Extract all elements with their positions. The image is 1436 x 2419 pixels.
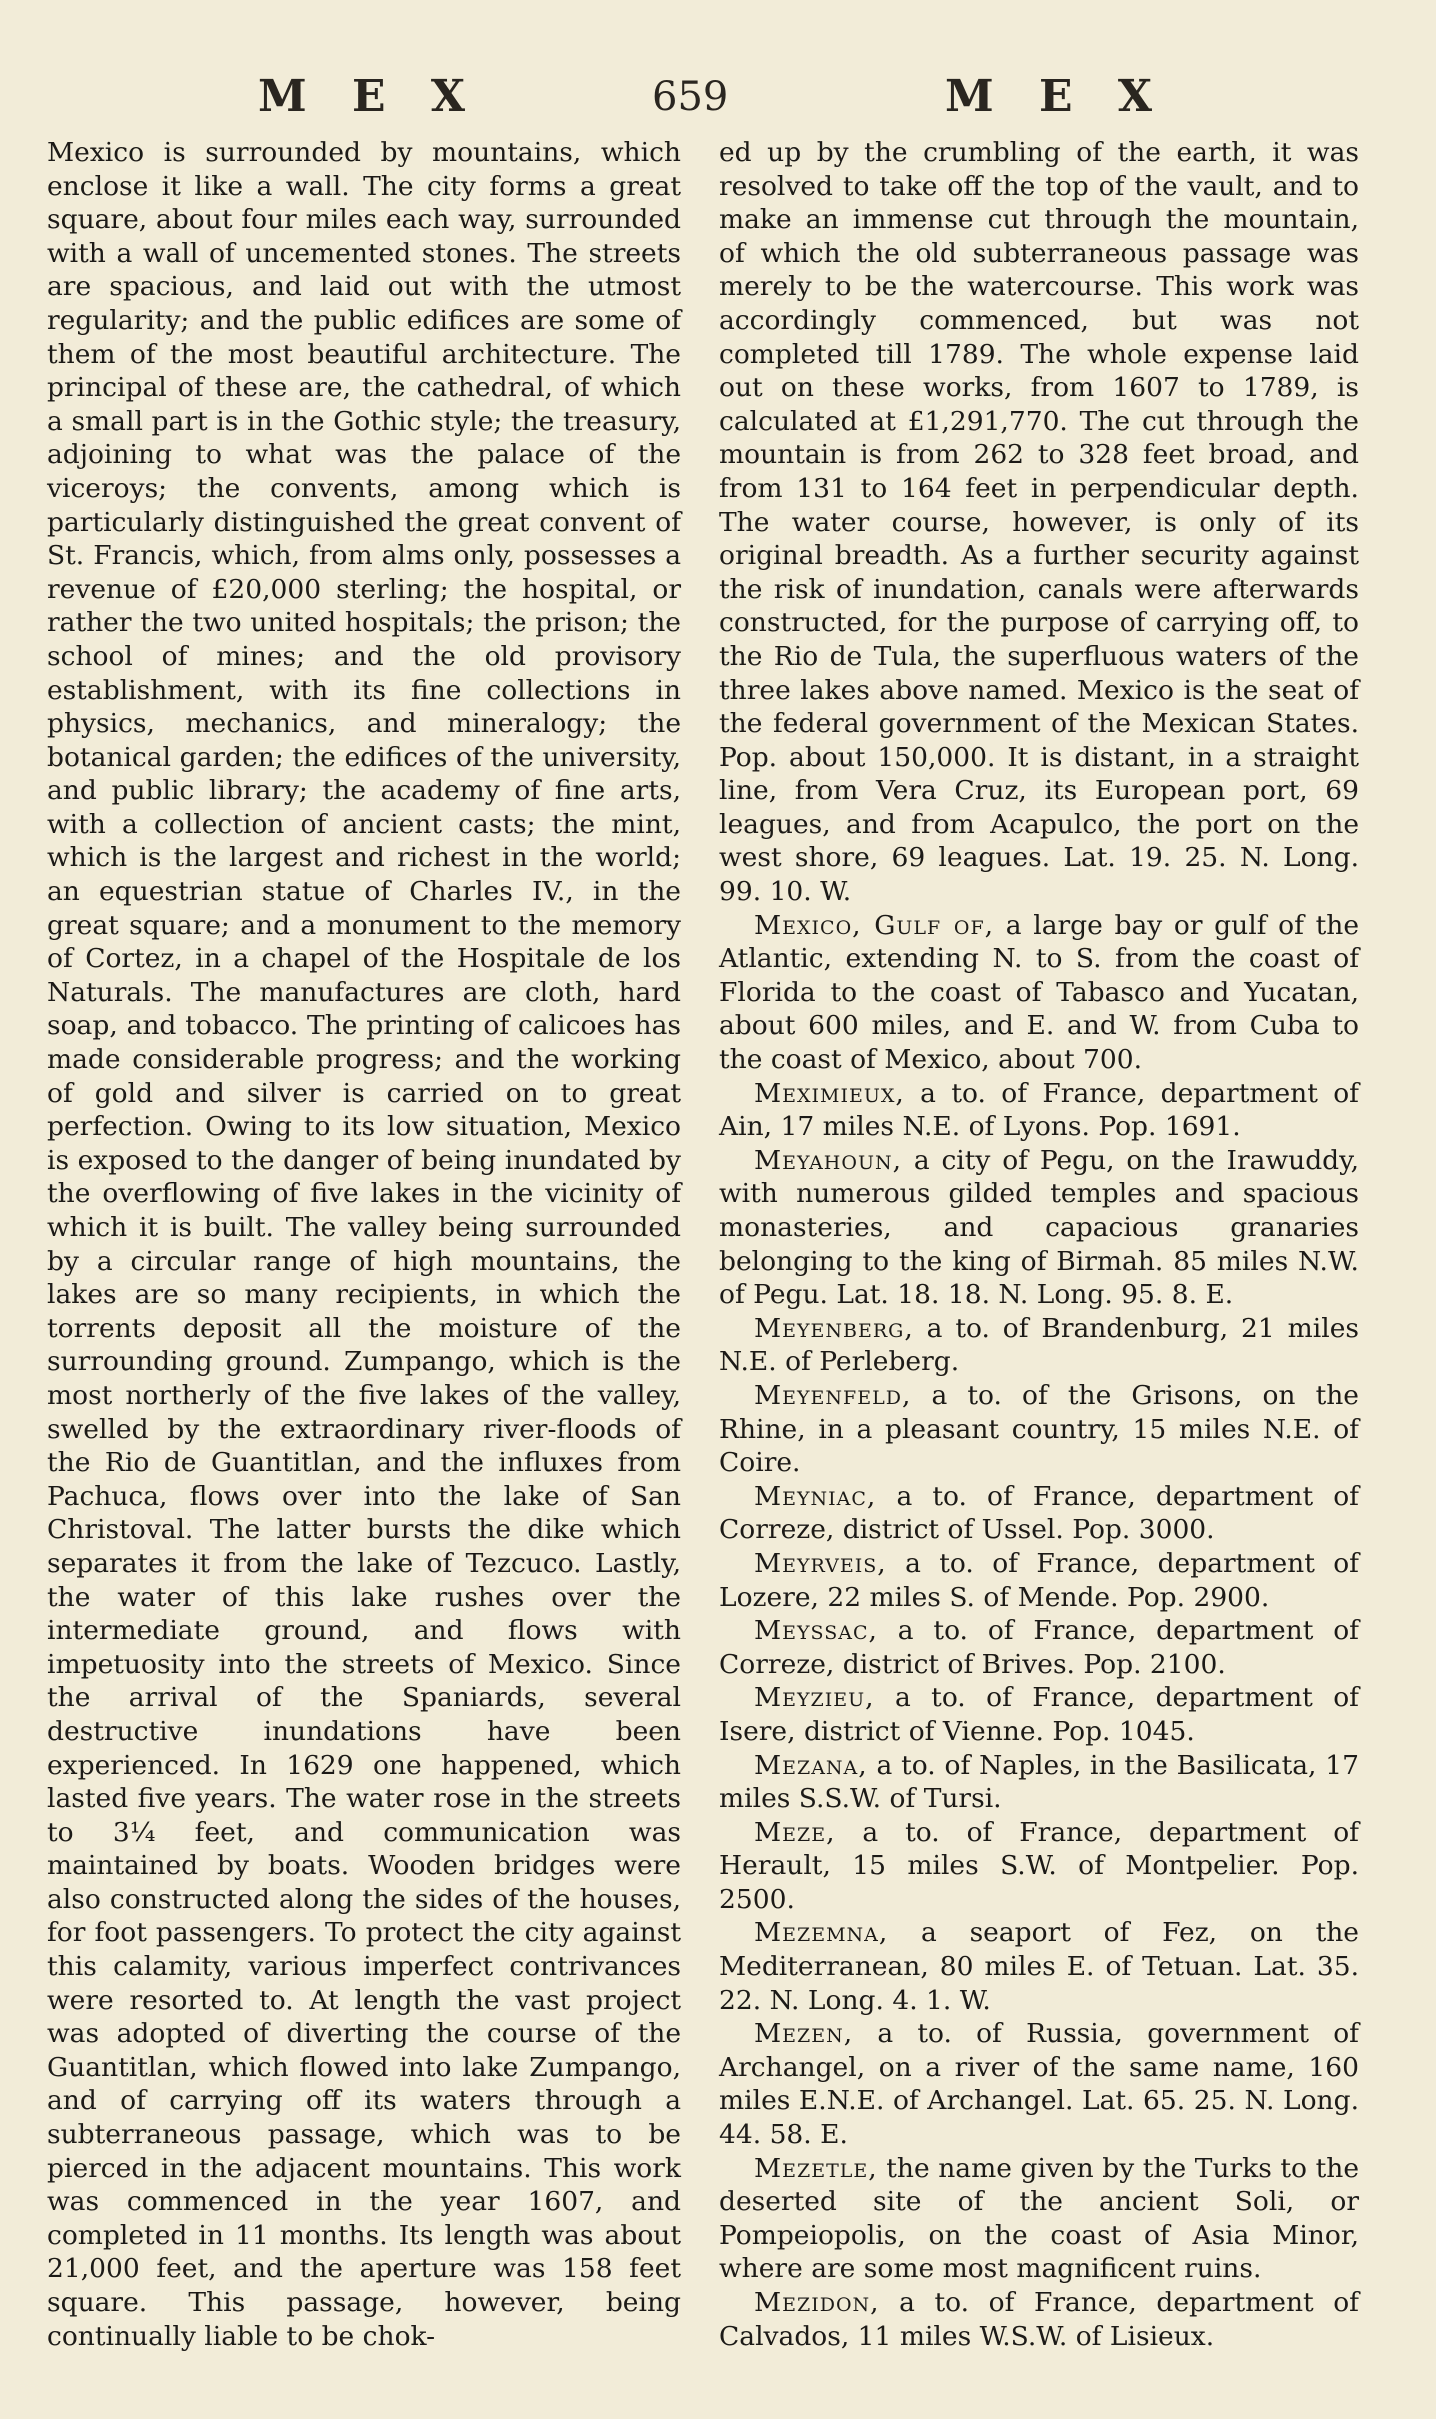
gazetteer-entry	[719, 2152, 1359, 2286]
entry-text: a to. of Naples, in the Basilicata, 17 miles S.S.W. of Tursi.	[719, 1749, 1359, 1815]
gazetteer-entry	[719, 1614, 1359, 1681]
gazetteer-entry	[719, 1749, 1359, 1816]
entry-headword: Meyenberg,	[754, 1312, 914, 1344]
gazetteer-entry	[719, 2286, 1359, 2353]
entry-headword: Meyssac,	[754, 1615, 878, 1647]
entry-text: a to. of France, department of Ain, 17 miles N.E. of Lyons. Pop. 1691.	[719, 1077, 1359, 1143]
entry-text: a to. of France, department of Calvados, 11 miles W.S.W. of Lisieux.	[719, 2287, 1359, 2352]
gazetteer-entry	[719, 1547, 1359, 1614]
gazetteer-entry	[719, 1312, 1359, 1379]
running-head-right: M E X	[945, 71, 1153, 122]
gazetteer-entry	[719, 1144, 1359, 1312]
entry-headword: Meyrveis,	[754, 1547, 887, 1579]
entry-headword: Mezen,	[754, 2018, 854, 2050]
entry-headword: Meyenfeld,	[754, 1379, 912, 1411]
entry-text: a city of Pegu, on the Irawuddy, with numerous gilded temples and spacious monasteries, and capacious granaries belonging to the king of Birmah. 85 miles N.W. of Pegu. Lat. 18. 18. N. Long. 95. 8. E.	[719, 1144, 1359, 1311]
entry-text: a large bay or gulf of the Atlantic, extending N. to S. from the coast of Florida to the coast of Tabasco and Yucatan, about 600 miles, and E. and W. from Cuba to the coast of Mexico, about 700.	[719, 909, 1360, 1076]
entry-headword: Meyniac,	[754, 1480, 877, 1512]
mexico-entry-continuation: Mexico is surrounded by mountains, which enclose it like a wall. The city forms a great square, about four miles each way, surrounded with a wall of uncemented stones. The streets are spacious, and laid out with the utmost regularity; and the public edifices are some of them of the most beautiful architecture. The principal of these are, the cathedral, of which a small part is in the Gothic style; the treasury, adjoining to what was the palace of the viceroys; the convents, among which is particularly distinguished the great convent of St. Francis, which, from alms only, possesses a revenue of £20,000 sterling; the hospital, or rather the two united hospitals; the prison; the school of mines; and the old provisory establishment, with its fine collections in physics, mechanics, and mineralogy; the botanical garden; the edifices of the university, and public library; the academy of fine arts, with a collection of ancient casts; the mint, which is the largest and richest in the world; an equestrian statue of Charles IV., in the great square; and a monument to the memory of Cortez, in a chapel of the Hospitale de los Naturals. The manufactures are cloth, hard soap, and tobacco. The printing of calicoes has made considerable progress; and the working of gold and silver is carried on to great perfection. Owing to its low situation, Mexico is exposed to the danger of being inundated by the overflowing of five lakes in the vicinity of which it is built. The valley being surrounded by a circular range of high mountains, the lakes are so many recipients, in which the torrents deposit all the moisture of the surrounding ground. Zumpango, which is the most northerly of the five lakes of the valley, swelled by the extraordinary river-floods of the Rio de Guantitlan, and the influxes from Pachuca, flows over into the lake of San Christoval. The latter bursts the dike which separates it from the lake of Tezcuco. Lastly, the water of this lake rushes over the intermediate ground, and flows with impetuosity into the streets of Mexico. Since the arrival of the Spaniards, several destructive inundations have been experienced. In 1629 one happened, which lasted five years. The water rose in the streets to 3¼ feet, and communication was maintained by boats. Wooden bridges were also constructed along the sides of the houses, for foot passengers. To protect the city against this calamity, various imperfect contrivances were resorted to. At length the vast project was adopted of diverting the course of the Guantitlan, which flowed into lake Zumpango, and of carrying off its waters through a subterraneous passage, which was to be pierced in the adjacent mountains. This work was commenced in the year 1607, and completed in 11 months. Its length was about 21,000 feet, and the aperture was 158 feet square. This passage, however, being continually liable to be chok-	[47, 137, 681, 2352]
entry-headword: Mexico, Gulf of,	[754, 909, 995, 941]
entry-text: a to. of France, department of Herault, 15 miles S.W. of Montpelier. Pop. 2500.	[719, 1816, 1359, 1915]
running-head-left: M E X	[258, 71, 466, 122]
entry-text: a to. of France, department of Isere, district of Vienne. Pop. 1045.	[719, 1682, 1359, 1747]
entry-text: a to. of France, department of Correze, district of Brives. Pop. 2100.	[719, 1615, 1359, 1680]
gazetteer-entry	[719, 1916, 1359, 2017]
gazetteer-entry	[719, 1379, 1359, 1480]
entry-headword: Meze,	[754, 1816, 836, 1848]
right-column	[719, 136, 1359, 2353]
entry-text: a seaport of Fez, on the Mediterranean, 80 miles E. of Tetuan. Lat. 35. 22. N. Long. 4. 1. W.	[719, 1917, 1359, 2016]
entry-text: a to. of France, department of Correze, district of Ussel. Pop. 3000.	[719, 1480, 1359, 1546]
gazetteer-entry	[719, 1077, 1359, 1144]
gazetteer-entry	[719, 1681, 1359, 1748]
gazetteer-entry	[719, 2017, 1359, 2151]
entry-headword: Mezana,	[754, 1749, 868, 1781]
entry-headword: Meximieux,	[754, 1077, 905, 1109]
entry-text: a to. of France, department of Lozere, 22 miles S. of Mende. Pop. 2900.	[719, 1547, 1359, 1613]
gazetteer-entry	[719, 1816, 1359, 1917]
entry-headword: Mezetle,	[754, 2152, 878, 2184]
entry-text: the name given by the Turks to the deserted site of the ancient Soli, or Pompeiopolis, on the coast of Asia Minor, where are some most magnificent ruins.	[719, 2152, 1359, 2285]
gazetteer-entry	[719, 1480, 1359, 1547]
page-number: 659	[652, 74, 729, 120]
entry-text: a to. of Brandenburg, 21 miles N.E. of Perleberg.	[719, 1312, 1359, 1378]
mexico-entry-continuation-right: ed up by the crumbling of the earth, it was resolved to take off the top of the vault, and to make an immense cut through the mountain, of which the old subterraneous passage was merely to be the watercourse. This work was accordingly commenced, but was not completed till 1789. The whole expense laid out on these works, from 1607 to 1789, is calculated at £1,291,770. The cut through the mountain is from 262 to 328 feet broad, and from 131 to 164 feet in perpendicular depth. The water course, however, is only of its original breadth. As a further security against the risk of inundation, canals were afterwards constructed, for the purpose of carrying off, to the Rio de Tula, the superfluous waters of the three lakes above named. Mexico is the seat of the federal government of the Mexican States. Pop. about 150,000. It is distant, in a straight line, from Vera Cruz, its European port, 69 leagues, and from Acapulco, the port on the west shore, 69 leagues. Lat. 19. 25. N. Long. 99. 10. W.	[719, 137, 1359, 908]
entry-headword: Meyahoun,	[754, 1144, 902, 1176]
gazetteer-entry	[719, 909, 1359, 1077]
entry-headword: Mezemna,	[754, 1917, 889, 1949]
entry-text: a to. of Russia, government of Archangel, on a river of the same name, 160 miles E.N.E. of Archangel. Lat. 65. 25. N. Long. 44. 58. E.	[719, 2018, 1359, 2151]
entry-text: a to. of the Grisons, on the Rhine, in a pleasant country, 15 miles N.E. of Coire.	[719, 1379, 1359, 1479]
entry-headword: Mezidon,	[754, 2287, 880, 2318]
left-column	[47, 136, 681, 2353]
entry-headword: Meyzieu,	[754, 1682, 875, 1714]
